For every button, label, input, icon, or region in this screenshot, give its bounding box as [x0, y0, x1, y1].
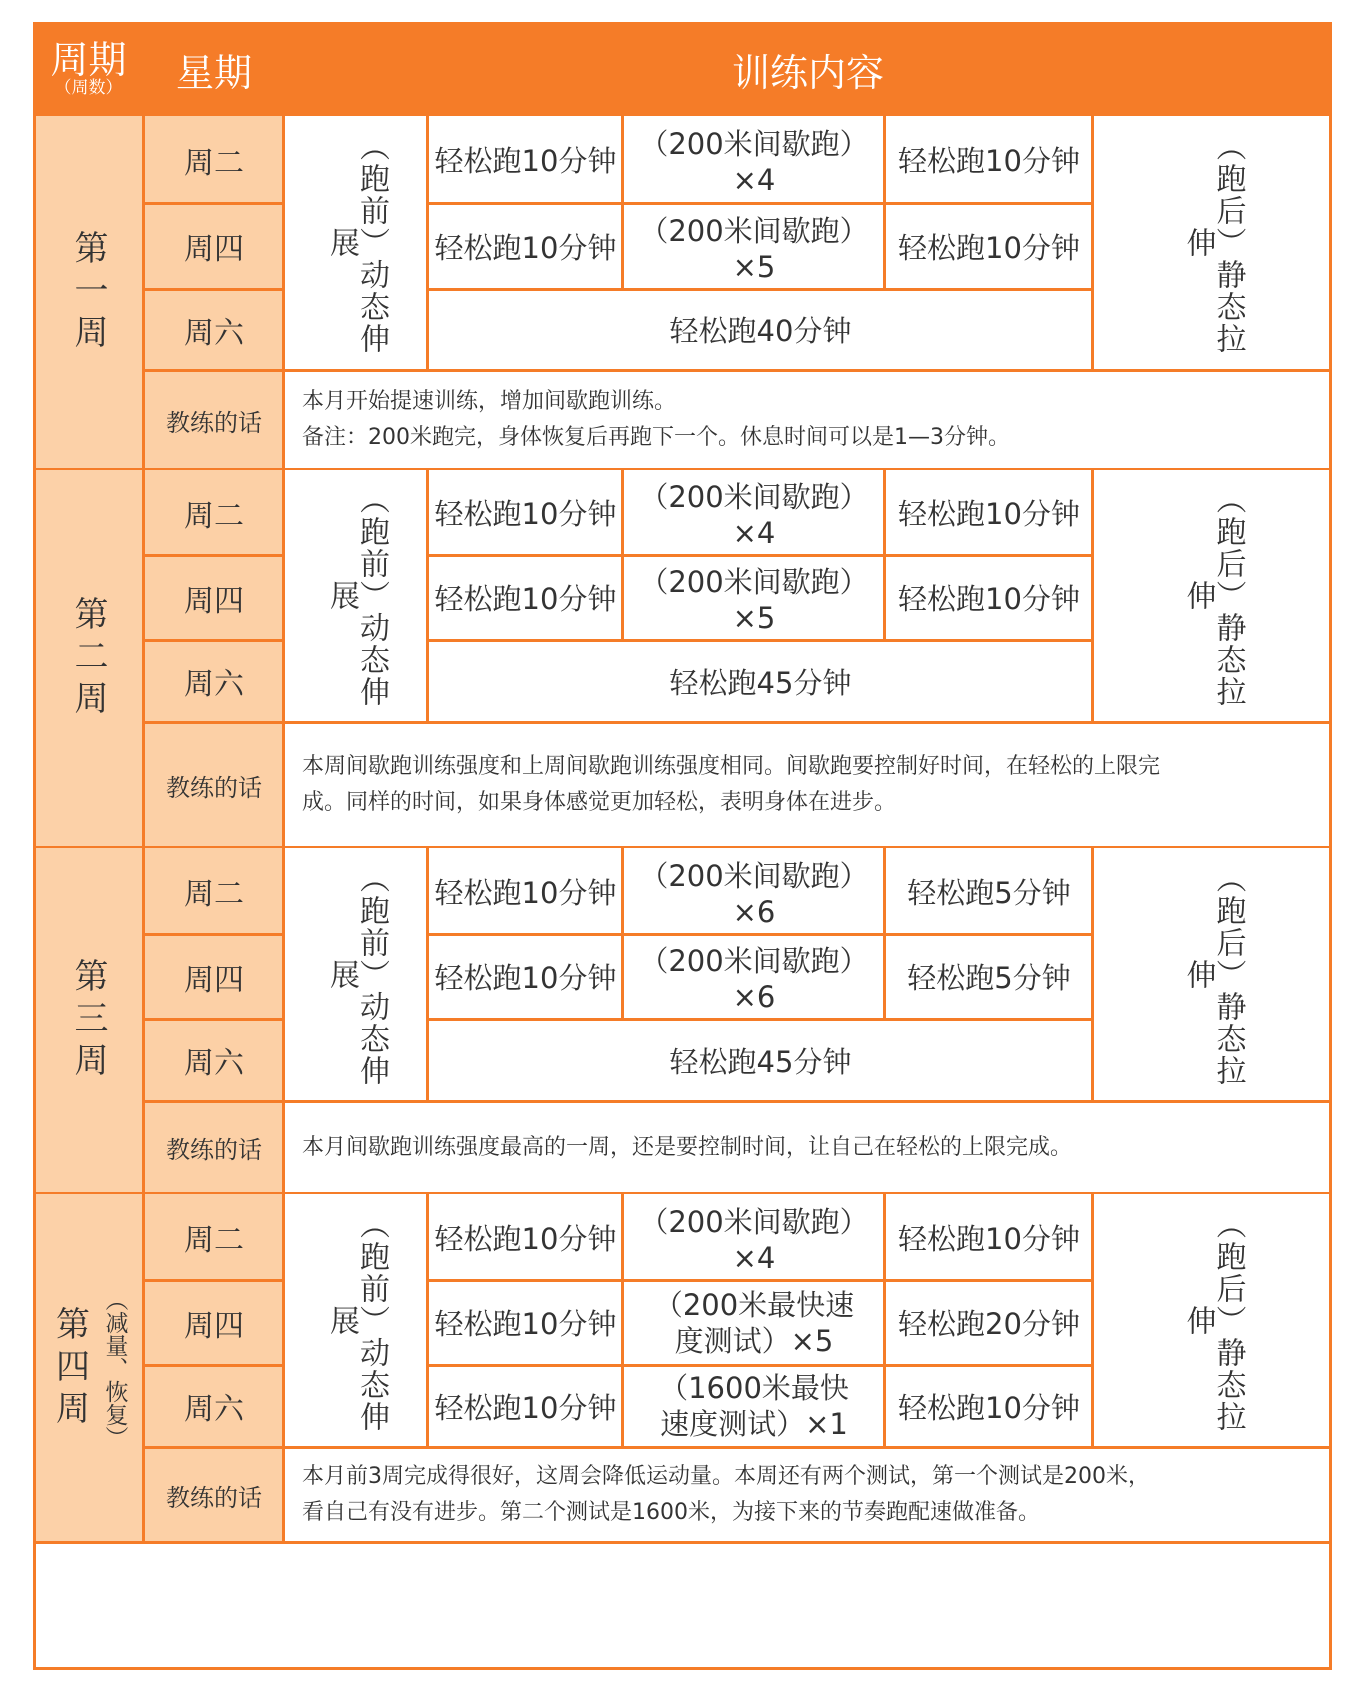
training-cell: [623, 555, 885, 640]
training-cell: [885, 116, 1093, 203]
cooldown-text: （跑后）静态拉伸: [1180, 862, 1246, 1087]
day-label: [144, 116, 284, 203]
grid-line: [883, 848, 886, 1019]
coach-note-text: [302, 384, 1010, 456]
header-content: [284, 22, 1332, 116]
training-cell: [623, 1365, 885, 1447]
coach-label-text: 教练的话: [166, 408, 262, 437]
grid-line: [428, 202, 1093, 205]
training-cell: [428, 470, 623, 555]
day-name: 周四: [184, 962, 244, 998]
day-label: [144, 640, 284, 722]
week-sub: （减量、恢复）: [101, 1288, 128, 1449]
day-label: [144, 1019, 284, 1101]
grid-line: [1329, 22, 1332, 1670]
training-text: 轻松跑10分钟: [434, 961, 617, 995]
day-label: [144, 1280, 284, 1365]
training-cell: [885, 848, 1093, 934]
week-name: 第一周: [68, 230, 108, 356]
training-text: 轻松跑10分钟: [434, 230, 617, 265]
grid-line: [144, 369, 284, 372]
day-name: 周四: [184, 583, 244, 619]
grid-line: [282, 470, 285, 848]
header-day-label: 星期: [175, 50, 252, 95]
training-cell: [623, 934, 885, 1019]
grid-line: [144, 1279, 284, 1282]
grid-line: [284, 721, 1332, 724]
header-period: [33, 22, 144, 116]
training-cell: [623, 848, 885, 934]
training-cell: [885, 934, 1093, 1019]
coach-note: [284, 1447, 1332, 1543]
grid-line: [426, 116, 429, 370]
training-cell: [623, 1194, 885, 1280]
warmup-text: （跑前）动态伸展: [324, 862, 389, 1087]
day-label: [144, 203, 284, 289]
training-cell: [428, 555, 623, 640]
grid-line: [144, 721, 284, 724]
warmup-text: （跑前）动态伸展: [324, 131, 389, 355]
coach-label-text: 教练的话: [166, 1136, 262, 1164]
cooldown-cell: [1093, 470, 1332, 722]
training-cell: [623, 203, 885, 289]
grid-line: [621, 116, 624, 289]
grid-line: [428, 288, 1093, 291]
header-day: [144, 22, 284, 116]
day-name: 周二: [184, 1223, 244, 1258]
training-text: 轻松跑10分钟: [898, 1390, 1080, 1425]
coach-note-line: 本月前3周完成得很好，这周会降低运动量。本周还有两个测试，第一个测试是200米，: [302, 1464, 1150, 1489]
grid-line: [1091, 470, 1094, 722]
grid-line: [282, 848, 285, 1194]
training-cell: [428, 934, 623, 1019]
warmup-cell: [284, 470, 428, 722]
grid-line: [1091, 1194, 1094, 1447]
coach-note-line: 备注：200米跑完，身体恢复后再跑下一个。休息时间可以是1—3分钟。: [302, 425, 1010, 450]
training-text: （200米间歇跑）×4: [639, 480, 869, 550]
grid-line: [284, 1100, 1332, 1103]
grid-line: [144, 554, 284, 557]
cooldown-cell: [1093, 848, 1332, 1101]
grid-line: [621, 848, 624, 1019]
training-text: 轻松跑10分钟: [898, 1221, 1080, 1256]
day-label: [144, 470, 284, 555]
coach-note: [284, 722, 1332, 848]
cooldown-cell: [1093, 116, 1332, 370]
training-text: 轻松跑5分钟: [907, 875, 1071, 910]
coach-note-text: [302, 749, 1160, 821]
warmup-cell: [284, 1194, 428, 1447]
training-cell: [623, 470, 885, 555]
week-name: 第二周: [68, 596, 108, 722]
training-text: 轻松跑40分钟: [669, 314, 852, 348]
grid-line: [284, 369, 1332, 372]
training-text: 轻松跑10分钟: [434, 582, 617, 616]
coach-label: [144, 1101, 284, 1194]
training-text: 轻松跑10分钟: [434, 1390, 617, 1425]
grid-line: [1091, 116, 1094, 370]
grid-line: [144, 1364, 284, 1367]
training-cell: [428, 203, 623, 289]
cooldown-text: （跑后）静态拉伸: [1180, 131, 1246, 355]
grid-line: [621, 1194, 624, 1447]
grid-line: [621, 470, 624, 640]
grid-line: [428, 1018, 1093, 1021]
training-text: 轻松跑10分钟: [434, 875, 617, 910]
warmup-cell: [284, 116, 428, 370]
header-period-sub: （周数）: [54, 78, 123, 98]
day-name: 周六: [184, 1392, 244, 1427]
training-text: 轻松跑20分钟: [898, 1307, 1080, 1341]
training-text: 轻松跑10分钟: [898, 230, 1080, 265]
training-cell: [428, 289, 1093, 370]
day-name: 周四: [184, 1308, 244, 1344]
training-cell: [428, 1280, 623, 1365]
training-cell: [428, 848, 623, 934]
coach-note-line: 本月开始提速训练，增加间歇跑训练。: [302, 389, 677, 414]
training-text: 轻松跑10分钟: [434, 497, 617, 531]
training-cell: [428, 1194, 623, 1280]
day-label: [144, 289, 284, 370]
coach-note-line: 成。同样的时间，如果身体感觉更加轻松，表明身体在进步。: [302, 790, 897, 815]
day-name: 周六: [184, 667, 244, 702]
week-name: 第三周: [68, 958, 108, 1084]
week-name: 第四周: [49, 1305, 90, 1432]
day-label: [144, 555, 284, 640]
grid-line: [426, 470, 429, 722]
training-cell: [885, 1194, 1093, 1280]
day-name: 周二: [184, 877, 244, 912]
grid-line: [144, 288, 284, 291]
grid-line: [33, 22, 36, 1670]
coach-label: [144, 722, 284, 848]
day-name: 周二: [184, 145, 244, 181]
training-cell: [885, 555, 1093, 640]
grid-line: [426, 1194, 429, 1447]
day-name: 周四: [184, 232, 244, 267]
grid-line: [428, 554, 1093, 557]
day-label: [144, 1365, 284, 1447]
grid-line: [883, 1194, 886, 1447]
grid-line: [144, 1446, 284, 1449]
training-text: （200米最快速度测试）×5: [653, 1287, 855, 1358]
grid-line: [883, 116, 886, 289]
grid-line: [142, 848, 145, 1194]
day-name: 周六: [184, 315, 244, 351]
week-label: [33, 848, 144, 1194]
training-text: （200米间歇跑）×6: [639, 944, 869, 1014]
training-text: 轻松跑10分钟: [898, 144, 1080, 178]
training-cell: [885, 1280, 1093, 1365]
grid-line: [142, 1194, 145, 1543]
grid-line: [282, 1194, 285, 1543]
grid-line: [428, 1279, 1093, 1282]
training-cell: [428, 116, 623, 203]
grid-line: [144, 1100, 284, 1103]
cooldown-text: （跑后）静态拉伸: [1180, 484, 1246, 708]
warmup-text: （跑前）动态伸展: [324, 484, 389, 708]
training-text: （200米间歇跑）×4: [639, 1204, 869, 1275]
training-cell: [623, 1280, 885, 1365]
training-text: 轻松跑45分钟: [669, 665, 852, 700]
day-label: [144, 934, 284, 1019]
grid-line: [426, 848, 429, 1101]
training-text: （200米间歇跑）×6: [639, 858, 869, 929]
cooldown-text: （跑后）静态拉伸: [1180, 1208, 1246, 1433]
coach-label-text: 教练的话: [166, 773, 262, 802]
week-label: [33, 470, 144, 848]
header-period-label: 周期: [50, 38, 127, 82]
grid-line: [284, 1446, 1332, 1449]
grid-line: [1091, 848, 1094, 1101]
grid-line: [282, 116, 285, 470]
grid-line: [428, 933, 1093, 936]
grid-line: [144, 202, 284, 205]
training-text: 轻松跑10分钟: [898, 582, 1080, 616]
grid-line: [144, 933, 284, 936]
training-cell: [885, 470, 1093, 555]
training-text: 轻松跑10分钟: [434, 1307, 617, 1341]
training-cell: [885, 203, 1093, 289]
grid-line: [428, 1364, 1093, 1367]
coach-note: [284, 1101, 1332, 1194]
training-text: 轻松跑10分钟: [434, 1221, 617, 1256]
training-cell: [428, 640, 1093, 722]
grid-line: [144, 1018, 284, 1021]
training-cell: [428, 1365, 623, 1447]
training-text: 轻松跑45分钟: [669, 1044, 852, 1079]
training-cell: [885, 1365, 1093, 1447]
cooldown-cell: [1093, 1194, 1332, 1447]
day-name: 周六: [184, 1046, 244, 1081]
training-text: 轻松跑10分钟: [434, 144, 617, 178]
training-cell: [623, 116, 885, 203]
coach-note: [284, 370, 1332, 470]
warmup-cell: [284, 848, 428, 1101]
training-text: （200米间歇跑）×5: [639, 565, 869, 635]
grid-line: [883, 470, 886, 640]
grid-line: [428, 639, 1093, 642]
coach-label: [144, 370, 284, 470]
coach-note-line: 看自己有没有进步。第二个测试是1600米，为接下来的节奏跑配速做准备。: [302, 1500, 1040, 1525]
coach-label-text: 教练的话: [166, 1483, 262, 1512]
training-text: （200米间歇跑）×5: [639, 213, 869, 284]
day-label: [144, 848, 284, 934]
grid-line: [33, 1667, 1332, 1670]
header-content-label: 训练内容: [731, 50, 884, 95]
week-label: [33, 1194, 144, 1543]
coach-note-text: [302, 1130, 1072, 1166]
training-cell: [428, 1019, 1093, 1101]
training-text: （200米间歇跑）×4: [639, 127, 869, 197]
grid-line: [33, 1541, 1332, 1544]
day-name: 周二: [184, 498, 244, 534]
training-text: 轻松跑5分钟: [907, 961, 1071, 995]
coach-label: [144, 1447, 284, 1543]
grid-line: [142, 116, 145, 470]
day-label: [144, 1194, 284, 1280]
coach-note-line: 本月间歇跑训练强度最高的一周，还是要控制时间，让自己在轻松的上限完成。: [302, 1134, 1073, 1160]
training-text: 轻松跑10分钟: [898, 497, 1080, 531]
warmup-text: （跑前）动态伸展: [324, 1208, 389, 1433]
coach-note-line: 本周间歇跑训练强度和上周间歇跑训练强度相同。间歇跑要控制好时间，在轻松的上限完: [302, 754, 1161, 779]
training-text: （1600米最快速度测试）×1: [659, 1371, 849, 1441]
training-plan-table: [33, 22, 1332, 1670]
coach-note-text: [302, 1459, 1150, 1531]
week-label: [33, 116, 144, 470]
grid-line: [142, 470, 145, 848]
grid-line: [144, 639, 284, 642]
